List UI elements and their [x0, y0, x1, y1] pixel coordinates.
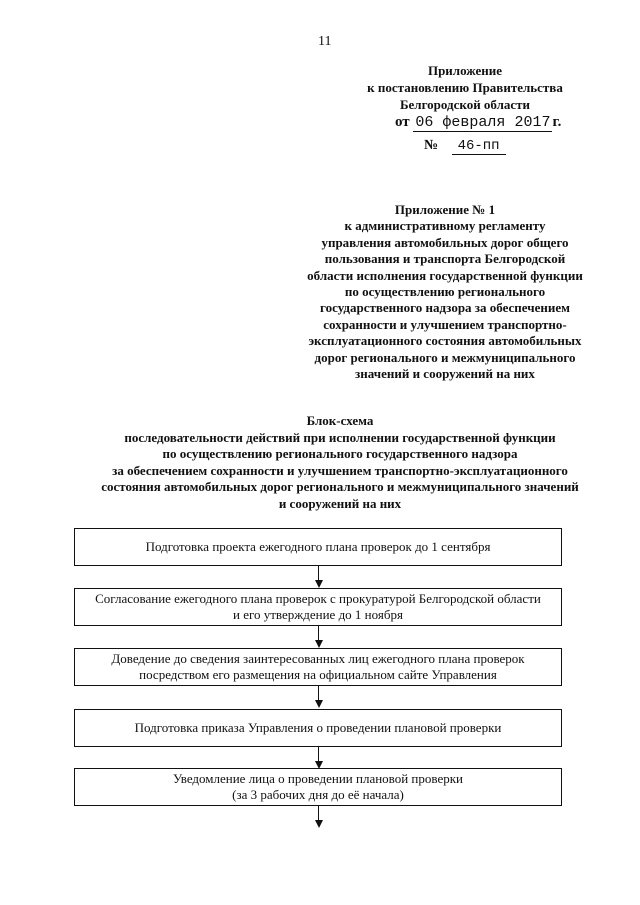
attachment-line: значений и сооружений на них: [355, 366, 535, 382]
arrow-head-icon: [315, 820, 323, 828]
number-value: 46-пп: [452, 138, 506, 155]
attachment-line: сохранности и улучшением транспортно-: [323, 316, 567, 332]
attachment-line: эксплуатационного состояния автомобильных: [308, 333, 582, 349]
flow-arrow: [316, 747, 322, 769]
appendix-line: Приложение: [427, 63, 503, 78]
attachment-line: управления автомобильных дорог общего: [321, 234, 569, 250]
attachment-line: области исполнения государственной функции: [307, 267, 583, 283]
flow-step-label: Согласование ежегодного плана проверок с прокуратурой Белгородской области и его утверждение до 1 ноября: [95, 591, 541, 622]
page-number: 11: [318, 34, 332, 49]
scheme-title-line: последовательности действий при исполнении государственной функции: [124, 429, 556, 445]
flow-step-box: [74, 648, 562, 686]
resolution-date: [395, 114, 595, 131]
attachment-line: по осуществлению регионального: [344, 284, 546, 300]
scheme-title-line: Блок-схема: [306, 413, 374, 428]
attachment-line: к административному регламенту: [344, 218, 546, 234]
flow-step-label: Уведомление лица о проведении плановой проверки (за 3 рабочих дня до её начала): [173, 771, 463, 802]
flow-step-label: Подготовка приказа Управления о проведении плановой проверки: [134, 720, 502, 735]
scheme-title: [70, 413, 610, 513]
appendix-header: [340, 62, 590, 113]
date-prefix: от: [395, 114, 410, 130]
date-suffix: г.: [552, 114, 562, 130]
flow-step-box: [74, 709, 562, 747]
appendix-line: к постановлению Правительства: [367, 80, 563, 95]
flow-step-box: [74, 528, 562, 566]
attachment-line: дорог регионального и межмуниципального: [314, 349, 576, 365]
flow-step-label: Доведение до сведения заинтересованных лиц ежегодного плана проверок посредством его размещения на официальном сайте Управления: [111, 651, 525, 682]
date-value: 06 февраля 2017: [415, 114, 551, 131]
attachment-header: [280, 202, 610, 382]
scheme-title-line: состояния автомобильных дорог регионального и межмуниципального значений: [101, 479, 579, 495]
attachment-line: государственного надзора за обеспечением: [320, 300, 570, 316]
flow-arrow: [316, 686, 322, 708]
scheme-title-line: по осуществлению регионального государственного надзора: [162, 446, 518, 462]
flow-arrow: [316, 566, 322, 588]
arrow-head-icon: [315, 580, 323, 588]
arrow-head-icon: [315, 640, 323, 648]
number-prefix: №: [424, 138, 439, 153]
flow-step-label: Подготовка проекта ежегодного плана проверок до 1 сентября: [145, 539, 491, 554]
scheme-title-line: за обеспечением сохранности и улучшением транспортно-эксплуатационного: [112, 462, 568, 478]
attachment-line: Приложение № 1: [394, 202, 496, 217]
arrow-head-icon: [315, 700, 323, 708]
scheme-title-line: и сооружений на них: [278, 495, 402, 511]
resolution-number: [424, 138, 544, 154]
flow-step-box: [74, 768, 562, 806]
attachment-line: пользования и транспорта Белгородской: [324, 251, 566, 267]
flow-step-box: [74, 588, 562, 626]
flow-arrow: [316, 806, 322, 828]
appendix-line: Белгородской области: [399, 97, 531, 112]
flow-arrow: [316, 626, 322, 648]
